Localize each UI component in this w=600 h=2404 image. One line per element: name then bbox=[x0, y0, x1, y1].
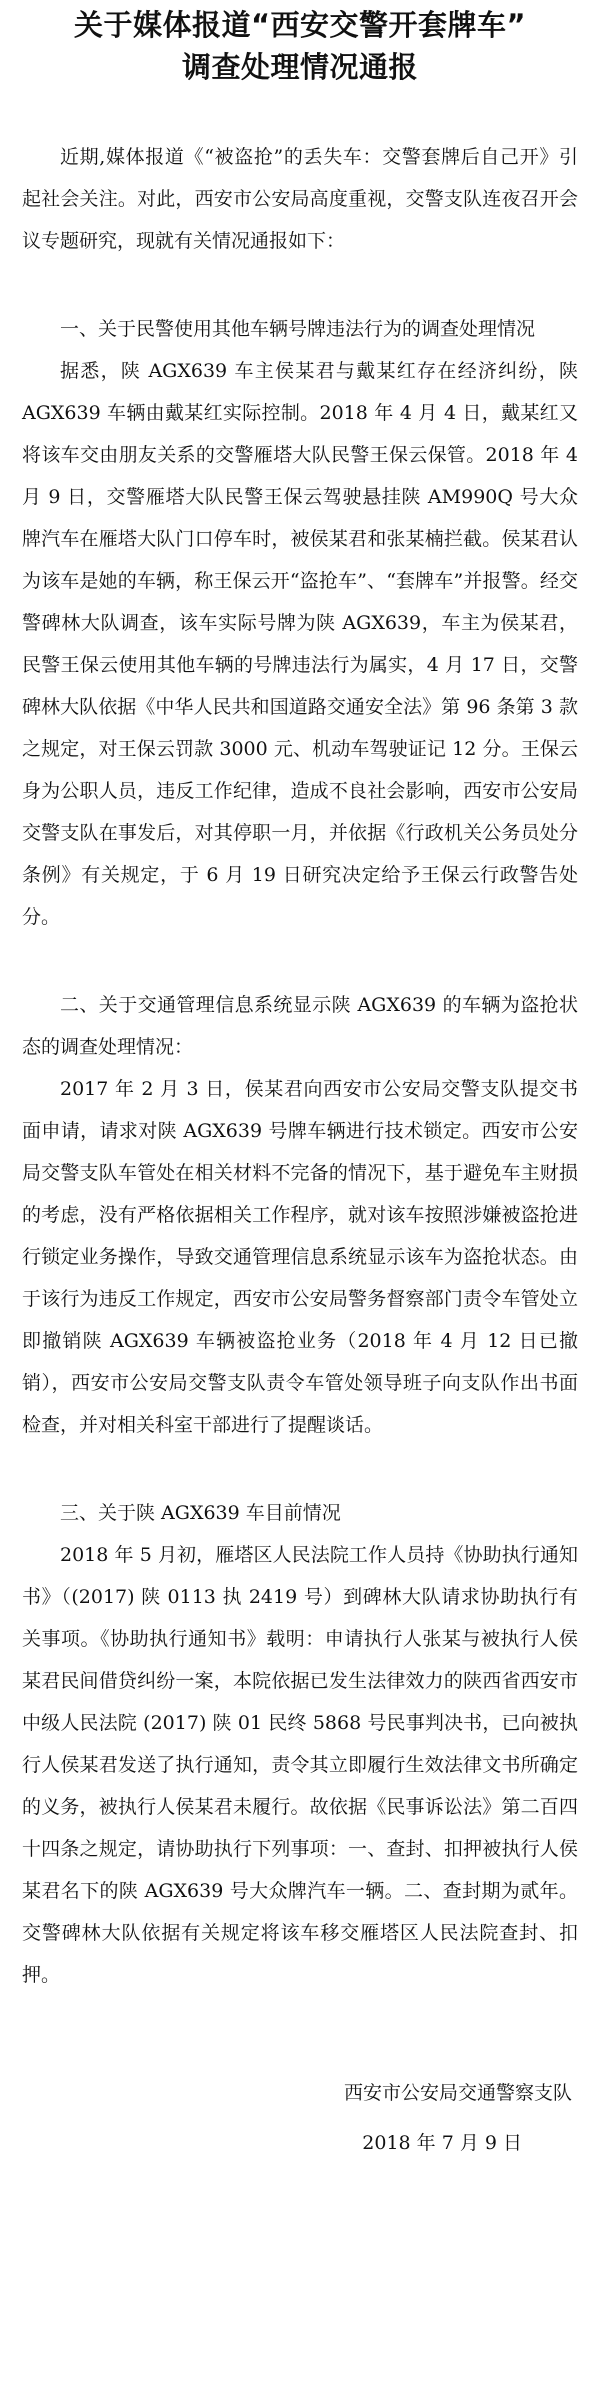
signature-organization: 西安市公安局交通警察支队 bbox=[343, 2082, 572, 2104]
document-title bbox=[22, 4, 578, 88]
section-2-body: 2017 年 2 月 3 日，侯某君向西安市公安局交警支队提交书面申请，请求对陕 AGX639 号牌车辆进行技术锁定。西安市公安局交警支队车管处在相关材料不完备的情况下，基于避免车主财损的考虑，没有严格依据相关工作程序，就对该车按照涉嫌被盗抢进行锁定业务操作，导致交通管理信息系统显示该车为盗抢状态。由于该行为违反工作规定，西安市公安局警务督察部门责令车管处立即撤销陕 AGX639 车辆被盗抢业务（2018 年 4 月 12 日已撤销），西安市公安局交警支队责令车管处领导班子向支队作出书面检查，并对相关科室干部进行了提醒谈话。 bbox=[22, 1078, 578, 1436]
intro-paragraph: 近期,媒体报道《“被盗抢”的丢失车：交警套牌后自己开》引起社会关注。对此，西安市公安局高度重视，交警支队连夜召开会议专题研究，现就有关情况通报如下： bbox=[22, 146, 578, 252]
section-1-heading: 一、关于民警使用其他车辆号牌违法行为的调查处理情况 bbox=[60, 318, 536, 340]
section-3-heading: 三、关于陕 AGX639 车目前情况 bbox=[60, 1502, 341, 1524]
title-line-2: 调查处理情况通报 bbox=[181, 50, 418, 84]
signature-date: 2018 年 7 月 9 日 bbox=[362, 2132, 522, 2154]
section-3-body: 2018 年 5 月初，雁塔区人民法院工作人员持《协助执行通知书》（(2017) 陕 0113 执 2419 号）到碑林大队请求协助执行有关事项。《协助执行通知书》载明：申请执行人张某与被执行人侯某君民间借贷纠纷一案，本院依据已发生法律效力的陕西省西安市中级人民法院 (2017) 陕 01 民终 5868 号民事判决书，已向被执行人侯某君发送了执行通知，责令其立即履行生效法律文书所确定的义务，被执行人侯某君未履行。故依据《民事诉讼法》第二百四十四条之规定，请协助执行下列事项：一、查封、扣押被执行人侯某君名下的陕 AGX639 号大众牌汽车一辆。二、查封期为贰年。交警碑林大队依据有关规定将该车移交雁塔区人民法院查封、扣押。 bbox=[22, 1544, 578, 1986]
section-2-heading: 二、关于交通管理信息系统显示陕 AGX639 的车辆为盗抢状态的调查处理情况： bbox=[22, 994, 578, 1058]
title-line-1: 关于媒体报道“西安交警开套牌车” bbox=[73, 8, 527, 42]
signature-block bbox=[22, 2068, 578, 2168]
document-body bbox=[22, 136, 578, 1996]
section-1-body: 据悉，陕 AGX639 车主侯某君与戴某红存在经济纠纷，陕 AGX639 车辆由戴某红实际控制。2018 年 4 月 4 日，戴某红又将该车交由朋友关系的交警雁塔大队民警王保云保管。2018 年 4 月 9 日，交警雁塔大队民警王保云驾驶悬挂陕 AM990Q 号大众牌汽车在雁塔大队门口停车时，被侯某君和张某楠拦截。侯某君认为该车是她的车辆，称王保云开“盗抢车”、“套牌车”并报警。经交警碑林大队调查，该车实际号牌为陕 AGX639，车主为侯某君，民警王保云使用其他车辆的号牌违法行为属实，4 月 17 日，交警碑林大队依据《中华人民共和国道路交通安全法》第 96 条第 3 款之规定，对王保云罚款 3000 元、机动车驾驶证记 12 分。王保云身为公职人员，违反工作纪律，造成不良社会影响，西安市公安局交警支队在事发后，对其停职一月，并依据《行政机关公务员处分条例》有关规定，于 6 月 19 日研究决定给予王保云行政警告处分。 bbox=[22, 360, 578, 928]
